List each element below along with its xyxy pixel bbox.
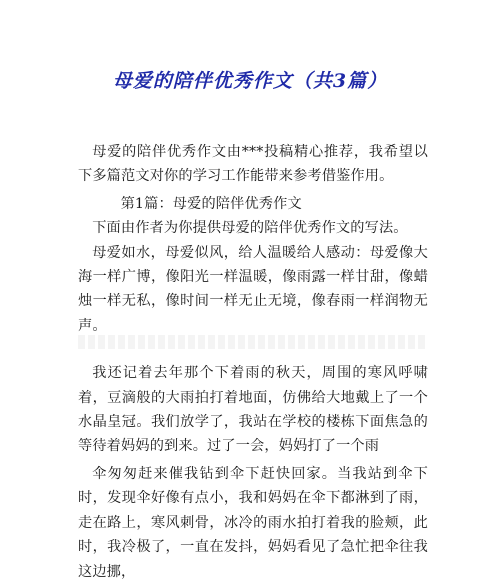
paragraph-4: 伞匆匆赶来催我钻到伞下赶快回家。当我站到伞下时，发现伞好像有点小，我和妈妈在伞下都淋到了雨，走在路上，寒风刺骨，冰冷的雨水拍打着我的脸颊，此时，我冷极了，一直在发抖，妈妈看见了急忙把伞往我这边挪， xyxy=(78,465,428,580)
intro-paragraph: 母爱的陪伴优秀作文由***投稿精心推荐，我希望以下多篇范文对你的学习工作能带来参考借鉴作用。 xyxy=(78,144,428,185)
faded-text-line xyxy=(78,335,428,349)
document-title: 母爱的陪伴优秀作文（共3篇） xyxy=(112,70,388,92)
section-heading: 第1篇：母爱的陪伴优秀作文 xyxy=(120,195,302,212)
document-body xyxy=(78,140,428,584)
paragraph-1: 下面由作者为你提供母爱的陪伴优秀作文的写法。 xyxy=(92,220,408,237)
paragraph-2: 母爱如水，母爱似风，给人温暖给人感动：母爱像大海一样广博，像阳光一样温暖，像雨露一样甘甜，像蜡烛一样无私，像时间一样无止无境，像春雨一样润物无声。 xyxy=(78,244,428,334)
paragraph-3: 我还记着去年那个下着雨的秋天，周围的寒风呼啸着，豆滴般的大雨拍打着地面，仿佛给大地戴上了一个水晶皇冠。我们放学了，我站在学校的楼栋下面焦急的等待着妈妈的到来。过了一会，妈妈打了一个雨 xyxy=(78,365,428,455)
